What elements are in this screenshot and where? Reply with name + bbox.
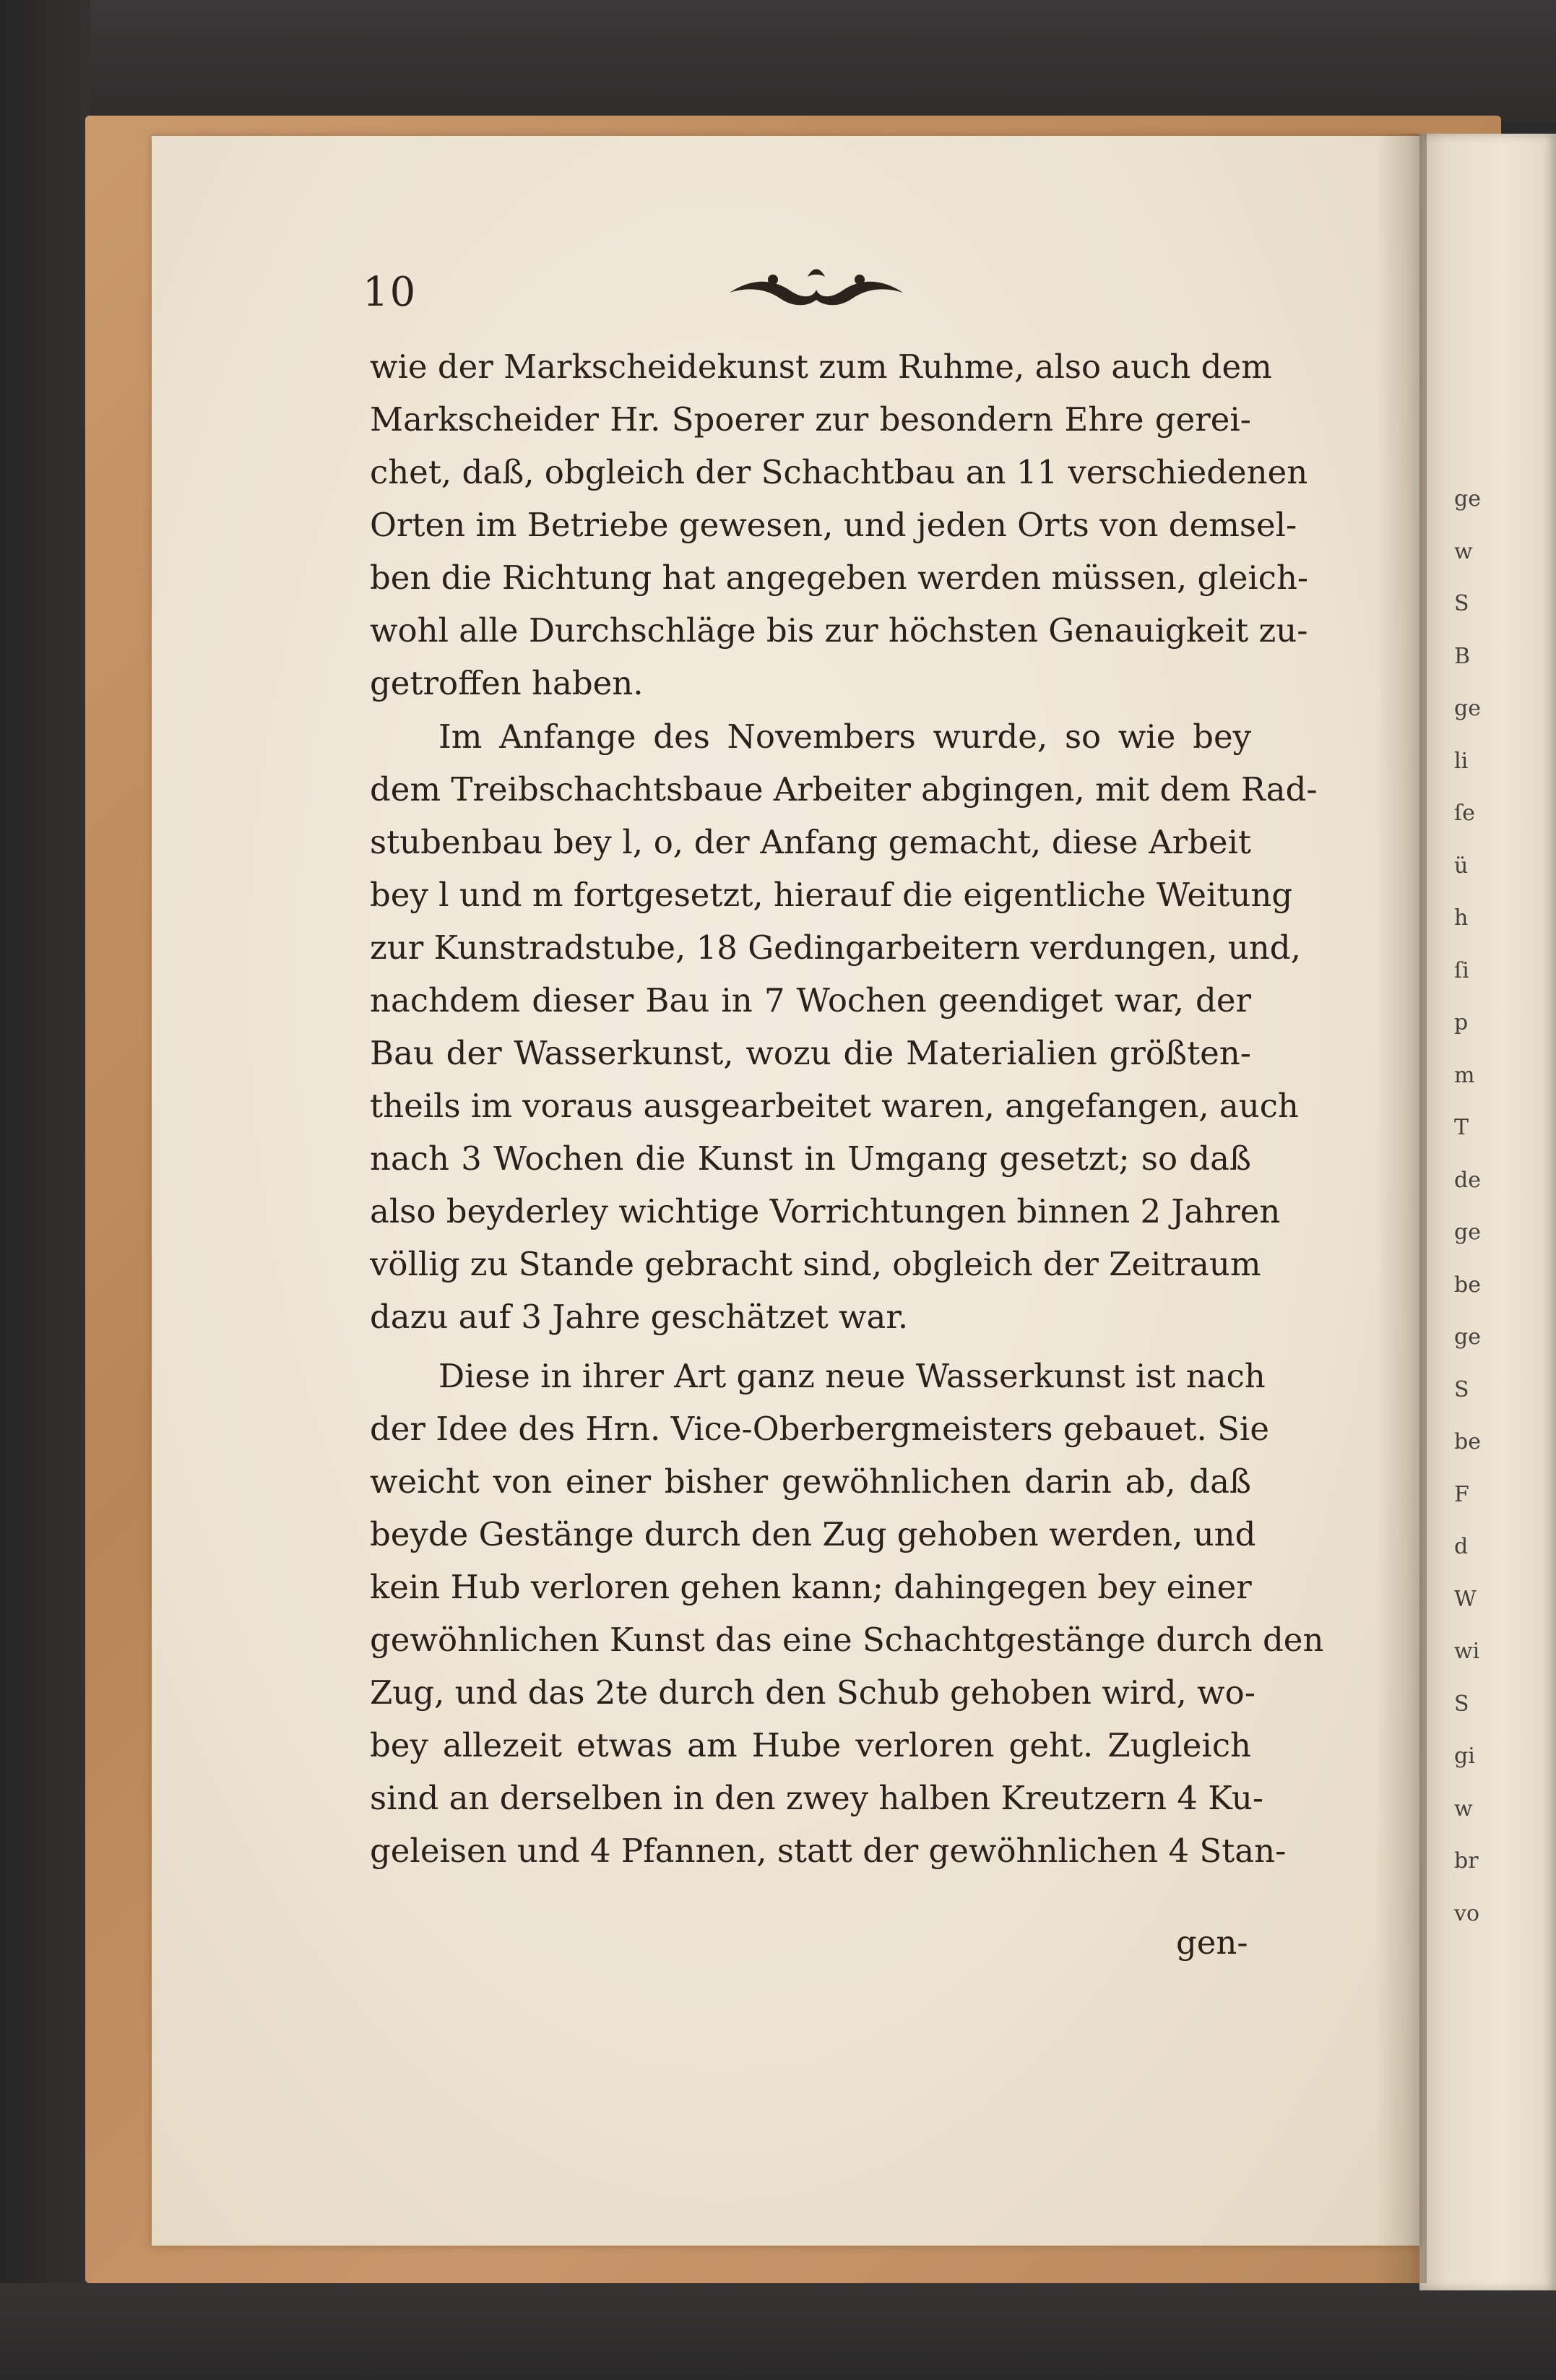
text-line: Bau der Wasserkunst, wozu die Materialien größten-: [370, 1034, 1251, 1072]
facing-page: [1419, 134, 1556, 2290]
text-line: theils im voraus ausgearbeitet waren, angefangen, auch: [370, 1087, 1299, 1125]
text-line: wie der Markscheidekunst zum Ruhme, also auch dem: [370, 348, 1272, 386]
text-line: gewöhnlichen Kunst das eine Schachtgestänge durch den: [370, 1621, 1324, 1659]
text-line: wohl alle Durchschläge bis zur höchsten Genauigkeit zu-: [370, 611, 1308, 650]
text-line: Markscheider Hr. Spoerer zur besondern Ehre gerei-: [370, 400, 1251, 439]
binding-shadow: [1376, 134, 1427, 2283]
text-line: Orten im Betriebe gewesen, und jeden Orts von demsel-: [370, 506, 1297, 544]
text-line: getroffen haben.: [370, 664, 644, 702]
text-line: kein Hub verloren gehen kann; dahingegen bey einer: [370, 1568, 1252, 1606]
text-line: nachdem dieser Bau in 7 Wochen geendiget war, der: [370, 981, 1251, 1019]
text-line: völlig zu Stande gebracht sind, obgleich der Zeitraum: [370, 1245, 1261, 1283]
catchword: gen-: [1176, 1923, 1248, 1962]
text-line: chet, daß, obgleich der Schachtbau an 11 verschiedenen: [370, 453, 1308, 491]
text-line: ben die Richtung hat angegeben werden müssen, gleich-: [370, 559, 1309, 597]
text-line: Im Anfange des Novembers wurde, so wie bey: [438, 717, 1251, 756]
text-line: Diese in ihrer Art ganz neue Wasserkunst ist nach: [438, 1357, 1266, 1395]
text-line: Zug, und das 2te durch den Schub gehoben wird, wo-: [370, 1673, 1255, 1712]
background-bottom: [0, 2283, 1556, 2380]
text-line: sind an derselben in den zwey halben Kreutzern 4 Ku-: [370, 1779, 1264, 1817]
text-line: weicht von einer bisher gewöhnlichen darin ab, daß: [370, 1462, 1251, 1501]
page-number: 10: [363, 269, 418, 316]
text-line: bey l und m fortgesetzt, hierauf die eigentliche Weitung: [370, 876, 1293, 914]
text-line: der Idee des Hrn. Vice-Oberbergmeisters gebauet. Sie: [370, 1410, 1269, 1448]
ornament-icon: [722, 264, 910, 314]
facing-page-text: ge w S B ge li ſe ü h ſi p m T de ge be ge S be F d W wi S gi w br vo: [1454, 486, 1481, 1926]
text-line: beyde Gestänge durch den Zug gehoben werden, und: [370, 1515, 1256, 1553]
text-line: stubenbau bey l, o, der Anfang gemacht, diese Arbeit: [370, 823, 1251, 861]
text-line: also beyderley wichtige Vorrichtungen binnen 2 Jahren: [370, 1192, 1281, 1230]
text-line: geleisen und 4 Pfannen, statt der gewöhnlichen 4 Stan-: [370, 1832, 1287, 1870]
text-line: dazu auf 3 Jahre geschätzet war.: [370, 1298, 909, 1336]
text-line: zur Kunstradstube, 18 Gedingarbeitern verdungen, und,: [370, 928, 1301, 967]
background-left: [0, 0, 90, 2380]
text-line: nach 3 Wochen die Kunst in Umgang gesetzt; so daß: [370, 1139, 1251, 1178]
background-top: [0, 0, 1556, 123]
text-line: dem Treibschachtsbaue Arbeiter abgingen, mit dem Rad-: [370, 770, 1318, 809]
text-line: bey allezeit etwas am Hube verloren geht. Zugleich: [370, 1726, 1251, 1764]
